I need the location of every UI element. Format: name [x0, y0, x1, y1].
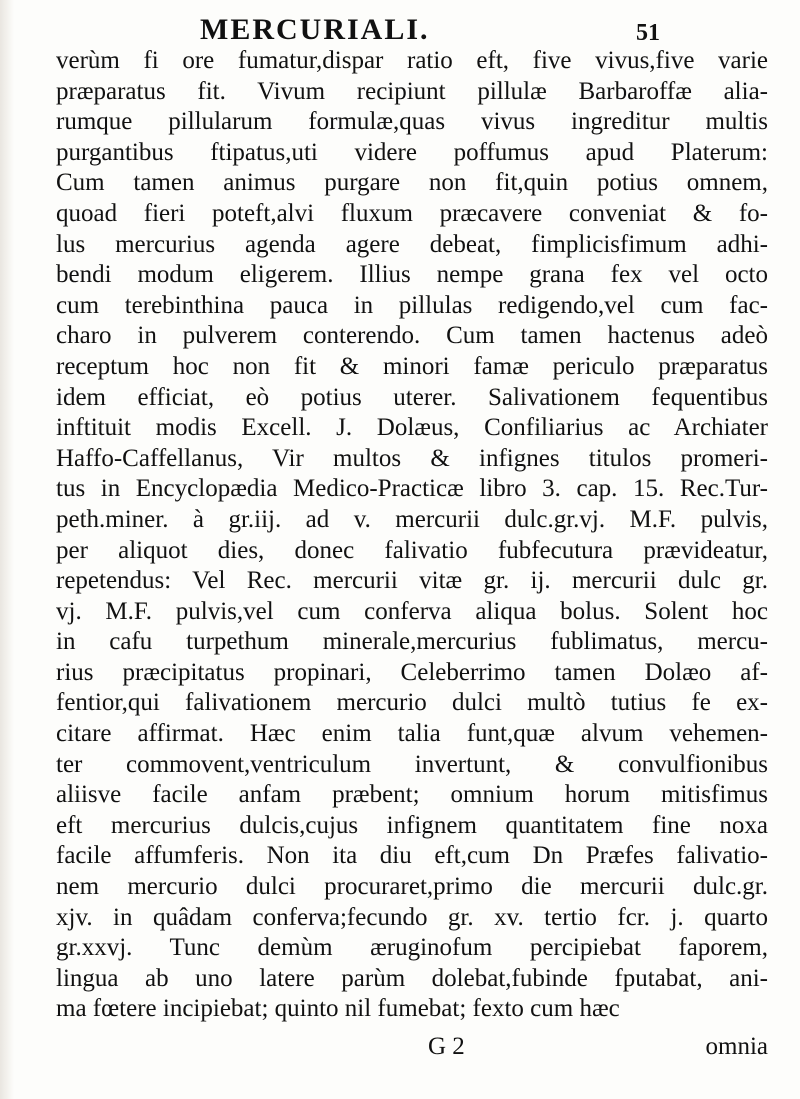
body-text	[56, 46, 768, 1025]
text-line: aliisve facile anfam præbent; omnium horum mitisfimus	[56, 781, 768, 809]
text-line: repetendus: Vel Rec. mercurii vitæ gr. ij. mercurii dulc gr.	[56, 567, 768, 595]
page-footer	[56, 1031, 768, 1063]
text-line: bendi modum eligerem. Illius nempe grana fex vel octo	[56, 261, 768, 289]
text-line: in cafu turpethum minerale,mercurius fublimatus, mercu-	[56, 628, 768, 656]
running-head-title: MERCURIALI.	[200, 13, 430, 46]
text-line: peth.miner. à gr.iij. ad v. mercurii dulc.gr.vj. M.F. pulvis,	[56, 505, 768, 533]
text-line: quoad fieri poteft,alvi fluxum præcavere conveniat & fo-	[56, 199, 768, 227]
text-line: lingua ab uno latere parùm dolebat,fubinde fputabat, ani-	[56, 964, 768, 992]
text-line: cum terebinthina pauca in pillulas redigendo,vel cum fac-	[56, 291, 768, 319]
text-line: rius præcipitatus propinari, Celeberrimo tamen Dolæo af-	[56, 658, 768, 686]
catchword: omnia	[705, 1033, 768, 1060]
page-gutter-shadow	[0, 0, 14, 1099]
text-line: fentior,qui falivationem mercurio dulci multò tutius fe ex-	[56, 689, 768, 717]
text-line: facile affumferis. Non ita diu eft,cum Dn Præfes falivatio-	[56, 842, 768, 870]
text-line: nem mercurio dulci procuraret,primo die mercurii dulc.gr.	[56, 873, 768, 901]
text-line: receptum hoc non fit & minori famæ periculo præparatus	[56, 352, 768, 380]
text-line: ter commovent,ventriculum invertunt, & convulfionibus	[56, 750, 768, 778]
text-line: idem efficiat, eò potius uterer. Salivationem fequentibus	[56, 383, 768, 411]
text-line: citare affirmat. Hæc enim talia funt,quæ alvum vehemen-	[56, 720, 768, 748]
text-line: gr.xxvj. Tunc demùm æruginofum percipiebat faporem,	[56, 934, 768, 962]
text-line: purgantibus ftipatus,uti videre poffumus apud Platerum:	[56, 138, 768, 166]
text-line: charo in pulverem conterendo. Cum tamen hactenus adeò	[56, 322, 768, 350]
text-line: eft mercurius dulcis,cujus infignem quantitatem fine noxa	[56, 811, 768, 839]
text-line: ma fœtere incipiebat; quinto nil fumebat; fexto cum hæc	[56, 995, 620, 1023]
text-line: verùm fi ore fumatur,dispar ratio eft, five vivus,five varie	[56, 47, 768, 74]
page-number: 51	[636, 20, 660, 46]
text-line: Cum tamen animus purgare non fit,quin potius omnem,	[56, 169, 768, 197]
text-line: Haffo-Caffellanus, Vir multos & infignes titulos promeri-	[56, 444, 768, 472]
text-line: vj. M.F. pulvis,vel cum conferva aliqua bolus. Solent hoc	[56, 597, 768, 625]
text-line: tus in Encyclopædia Medico-Practicæ libro 3. cap. 15. Rec.Tur-	[56, 475, 768, 503]
text-line: lus mercurius agenda agere debeat, fimplicisfimum adhi-	[56, 230, 768, 258]
signature-mark: G 2	[428, 1033, 465, 1060]
text-line: xjv. in quâdam conferva;fecundo gr. xv. tertio fcr. j. quarto	[56, 903, 768, 931]
text-line: præparatus fit. Vivum recipiunt pillulæ Barbaroffæ alia-	[56, 77, 768, 105]
text-line: rumque pillularum formulæ,quas vivus ingreditur multis	[56, 108, 768, 136]
text-line: inftituit modis Excell. J. Dolæus, Confiliarius ac Archiater	[56, 414, 768, 442]
text-line: per aliquot dies, donec falivatio fubfecutura prævideatur,	[56, 536, 768, 564]
